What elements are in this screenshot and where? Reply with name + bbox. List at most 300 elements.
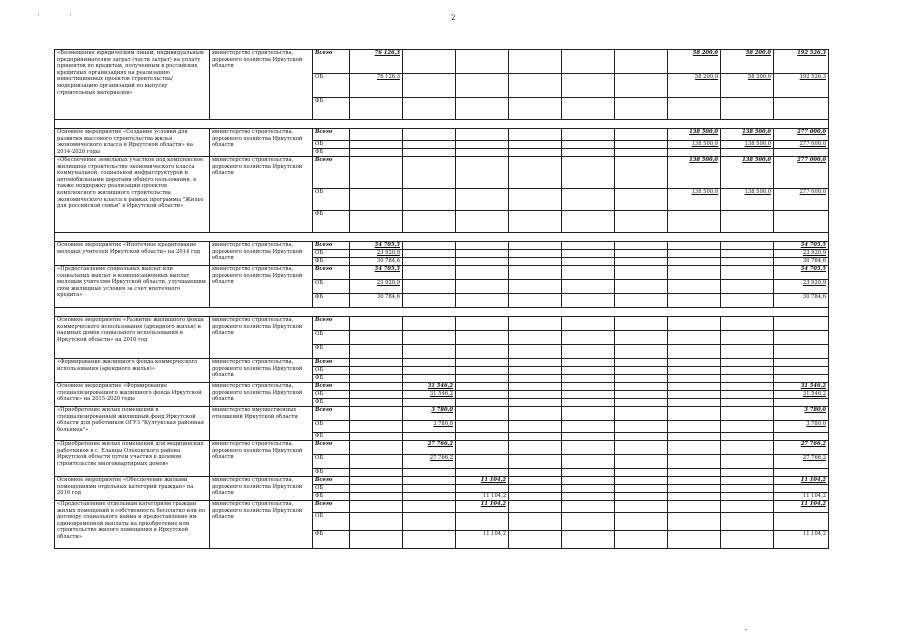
amount-cell bbox=[774, 469, 829, 477]
amount-cell bbox=[668, 399, 721, 407]
amount-cell bbox=[721, 441, 774, 455]
amount-cell bbox=[615, 157, 668, 189]
amount-cell bbox=[403, 399, 456, 407]
amount-cell bbox=[615, 250, 668, 258]
amount-cell bbox=[509, 50, 562, 74]
amount-cell bbox=[615, 485, 668, 493]
amount-cell bbox=[509, 331, 562, 345]
amount-cell: 277 000,0 bbox=[774, 157, 829, 189]
amount-cell: 27 766,2 bbox=[403, 441, 456, 455]
amount-cell bbox=[509, 258, 562, 266]
amount-cell bbox=[509, 493, 562, 501]
amount-cell bbox=[668, 266, 721, 280]
measure-name: «Формирование жилищного фонда коммерческого использования (арендного жилья)» bbox=[55, 359, 210, 383]
budget-table bbox=[54, 49, 829, 549]
funding-source-label: ФБ bbox=[313, 469, 350, 477]
amount-cell bbox=[403, 331, 456, 345]
amount-cell bbox=[403, 266, 456, 280]
amount-cell bbox=[668, 469, 721, 477]
amount-cell bbox=[615, 407, 668, 421]
amount-cell bbox=[509, 345, 562, 359]
amount-cell: 11 104,2 bbox=[456, 493, 509, 501]
amount-cell bbox=[509, 359, 562, 367]
amount-cell bbox=[615, 141, 668, 149]
amount-cell bbox=[509, 157, 562, 189]
amount-cell bbox=[509, 141, 562, 149]
amount-cell bbox=[403, 493, 456, 501]
amount-cell bbox=[615, 455, 668, 469]
amount-cell bbox=[350, 317, 403, 331]
amount-cell bbox=[721, 399, 774, 407]
amount-cell bbox=[562, 383, 615, 391]
amount-cell bbox=[350, 189, 403, 211]
amount-cell bbox=[668, 98, 721, 120]
amount-cell bbox=[509, 531, 562, 549]
amount-cell bbox=[456, 345, 509, 359]
amount-cell bbox=[350, 375, 403, 383]
amount-cell: 277 000,0 bbox=[774, 129, 829, 141]
amount-cell bbox=[456, 399, 509, 407]
amount-cell bbox=[456, 157, 509, 189]
amount-cell bbox=[668, 359, 721, 367]
table-row bbox=[55, 129, 829, 141]
amount-cell bbox=[668, 294, 721, 308]
amount-cell bbox=[350, 367, 403, 375]
funding-source-label: ФБ bbox=[313, 211, 350, 233]
amount-cell bbox=[615, 469, 668, 477]
amount-cell bbox=[721, 383, 774, 391]
amount-cell bbox=[774, 331, 829, 345]
amount-cell bbox=[668, 345, 721, 359]
amount-cell bbox=[456, 391, 509, 399]
funding-source-label: ФБ bbox=[313, 493, 350, 501]
amount-cell bbox=[456, 211, 509, 233]
table-row bbox=[55, 407, 829, 421]
amount-cell bbox=[615, 331, 668, 345]
amount-cell bbox=[721, 407, 774, 421]
amount-cell: 3 780,0 bbox=[774, 421, 829, 433]
amount-cell bbox=[721, 513, 774, 531]
amount-cell bbox=[774, 367, 829, 375]
amount-cell bbox=[615, 433, 668, 441]
amount-cell bbox=[721, 331, 774, 345]
amount-cell bbox=[615, 421, 668, 433]
funding-source-label: Всего bbox=[313, 317, 350, 331]
funding-source-label: ОБ bbox=[313, 513, 350, 531]
amount-cell bbox=[509, 399, 562, 407]
amount-cell: 31 546,2 bbox=[774, 383, 829, 391]
table-row bbox=[55, 501, 829, 513]
amount-cell bbox=[456, 367, 509, 375]
amount-cell: 3 780,0 bbox=[403, 421, 456, 433]
amount-cell bbox=[509, 266, 562, 280]
amount-cell bbox=[509, 383, 562, 391]
amount-cell bbox=[562, 280, 615, 294]
amount-cell bbox=[456, 266, 509, 280]
amount-cell bbox=[509, 375, 562, 383]
amount-cell: 54 705,5 bbox=[774, 242, 829, 250]
amount-cell bbox=[668, 280, 721, 294]
amount-cell: 138 500,0 bbox=[668, 141, 721, 149]
responsible-org: министерство строительства, дорожного хозяйства Иркутской области bbox=[210, 157, 313, 233]
amount-cell bbox=[350, 421, 403, 433]
amount-cell bbox=[668, 455, 721, 469]
amount-cell: 138 500,0 bbox=[721, 129, 774, 141]
amount-cell bbox=[350, 531, 403, 549]
amount-cell bbox=[615, 367, 668, 375]
funding-source-label: ФБ bbox=[313, 375, 350, 383]
amount-cell: 54 705,5 bbox=[774, 266, 829, 280]
amount-cell: 58 200,0 bbox=[721, 74, 774, 98]
amount-cell bbox=[562, 367, 615, 375]
spacer-cell bbox=[55, 308, 829, 317]
funding-source-label: ОБ bbox=[313, 391, 350, 399]
funding-source-label: ФБ bbox=[313, 258, 350, 266]
amount-cell bbox=[562, 294, 615, 308]
amount-cell bbox=[562, 258, 615, 266]
amount-cell bbox=[615, 317, 668, 331]
funding-source-label: ОБ bbox=[313, 250, 350, 258]
amount-cell bbox=[509, 211, 562, 233]
funding-source-label: ФБ bbox=[313, 149, 350, 157]
amount-cell bbox=[615, 391, 668, 399]
amount-cell: 27 766,2 bbox=[403, 455, 456, 469]
amount-cell bbox=[403, 345, 456, 359]
amount-cell bbox=[774, 399, 829, 407]
amount-cell: 138 500,0 bbox=[721, 189, 774, 211]
amount-cell bbox=[350, 211, 403, 233]
amount-cell bbox=[668, 375, 721, 383]
measure-name: Основное мероприятие «Развитие жилищного фонда коммерческого использования (арендного жилья) и наемных домов социального использования в Иркутской области» на 2016 год bbox=[55, 317, 210, 359]
amount-cell bbox=[668, 433, 721, 441]
amount-cell bbox=[456, 331, 509, 345]
amount-cell bbox=[615, 242, 668, 250]
amount-cell bbox=[615, 383, 668, 391]
funding-source-label: ОБ bbox=[313, 331, 350, 345]
amount-cell bbox=[350, 441, 403, 455]
scan-mark: ' bbox=[38, 14, 40, 21]
amount-cell bbox=[509, 74, 562, 98]
amount-cell bbox=[562, 266, 615, 280]
amount-cell bbox=[721, 375, 774, 383]
funding-source-label: ОБ bbox=[313, 485, 350, 493]
amount-cell bbox=[562, 189, 615, 211]
funding-source-label: ФБ bbox=[313, 294, 350, 308]
amount-cell: 76 126,3 bbox=[350, 50, 403, 74]
amount-cell bbox=[562, 485, 615, 493]
amount-cell bbox=[562, 477, 615, 485]
amount-cell bbox=[774, 98, 829, 120]
amount-cell bbox=[615, 294, 668, 308]
measure-name: «Обеспечение земельных участков под комплексное жилищное строительство экономического класса коммунальной, социальной инфраструктурой и автомобильными дорогами общего пользования, в также поддержку реализации проектов комплексного жилищного строительства экономического класса в рамках программы "Жилье для российской семьи" в Иркутской области» bbox=[55, 157, 210, 233]
amount-cell bbox=[721, 258, 774, 266]
amount-cell bbox=[615, 501, 668, 513]
funding-source-label: Всего bbox=[313, 383, 350, 391]
measure-name: «Приобретение жилых помещений для медицинских работников в с. Еланцы Ольхонского района Иркутской области путем участия в долевом строительстве многоквартирных домов» bbox=[55, 441, 210, 477]
amount-cell: 11 104,2 bbox=[774, 501, 829, 513]
amount-cell bbox=[562, 433, 615, 441]
amount-cell: 138 500,0 bbox=[721, 157, 774, 189]
table-row bbox=[55, 266, 829, 280]
amount-cell bbox=[509, 98, 562, 120]
amount-cell bbox=[668, 331, 721, 345]
amount-cell bbox=[615, 149, 668, 157]
amount-cell bbox=[721, 266, 774, 280]
amount-cell bbox=[509, 294, 562, 308]
amount-cell bbox=[403, 189, 456, 211]
amount-cell bbox=[615, 74, 668, 98]
amount-cell bbox=[721, 250, 774, 258]
funding-source-label: Всего bbox=[313, 129, 350, 141]
amount-cell bbox=[509, 433, 562, 441]
page-number: 2 bbox=[451, 14, 456, 22]
amount-cell bbox=[509, 421, 562, 433]
amount-cell bbox=[403, 250, 456, 258]
amount-cell bbox=[456, 441, 509, 455]
funding-source-label: Всего bbox=[313, 407, 350, 421]
amount-cell bbox=[509, 407, 562, 421]
amount-cell bbox=[668, 407, 721, 421]
amount-cell bbox=[774, 359, 829, 367]
amount-cell bbox=[562, 455, 615, 469]
row-spacer bbox=[55, 233, 829, 242]
amount-cell bbox=[350, 469, 403, 477]
amount-cell bbox=[615, 189, 668, 211]
funding-source-label: Всего bbox=[313, 359, 350, 367]
funding-source-label: ФБ bbox=[313, 399, 350, 407]
amount-cell bbox=[668, 383, 721, 391]
amount-cell: 11 104,2 bbox=[774, 493, 829, 501]
amount-cell: 3 780,0 bbox=[774, 407, 829, 421]
amount-cell bbox=[456, 317, 509, 331]
amount-cell: 192 526,3 bbox=[774, 50, 829, 74]
amount-cell: 138 500,0 bbox=[668, 189, 721, 211]
amount-cell bbox=[350, 399, 403, 407]
amount-cell bbox=[721, 294, 774, 308]
amount-cell bbox=[774, 513, 829, 531]
amount-cell bbox=[615, 359, 668, 367]
amount-cell bbox=[509, 441, 562, 455]
amount-cell: 11 104,2 bbox=[456, 531, 509, 549]
amount-cell bbox=[456, 375, 509, 383]
amount-cell bbox=[721, 501, 774, 513]
amount-cell bbox=[562, 375, 615, 383]
amount-cell bbox=[562, 317, 615, 331]
measure-name: «Предоставление социальных выплат или социальных выплат и компенсационных выплат молодым учителям Иркутской области, улучшающим свои жилищные условия за счет ипотечного кредита» bbox=[55, 266, 210, 308]
amount-cell bbox=[721, 455, 774, 469]
amount-cell bbox=[456, 455, 509, 469]
amount-cell bbox=[456, 250, 509, 258]
funding-source-label: ОБ bbox=[313, 280, 350, 294]
amount-cell: 277 000,0 bbox=[774, 141, 829, 149]
amount-cell bbox=[403, 258, 456, 266]
amount-cell bbox=[615, 50, 668, 74]
amount-cell bbox=[456, 149, 509, 157]
amount-cell bbox=[456, 433, 509, 441]
amount-cell bbox=[615, 345, 668, 359]
amount-cell: 11 104,2 bbox=[456, 477, 509, 485]
amount-cell: 138 500,0 bbox=[668, 129, 721, 141]
amount-cell bbox=[774, 485, 829, 493]
amount-cell bbox=[668, 513, 721, 531]
amount-cell: 11 104,2 bbox=[774, 477, 829, 485]
amount-cell bbox=[456, 359, 509, 367]
funding-source-label: Всего bbox=[313, 441, 350, 455]
amount-cell bbox=[350, 407, 403, 421]
amount-cell bbox=[403, 280, 456, 294]
amount-cell bbox=[668, 485, 721, 493]
amount-cell bbox=[350, 331, 403, 345]
amount-cell bbox=[615, 441, 668, 455]
amount-cell: 23 920,9 bbox=[774, 280, 829, 294]
amount-cell: 31 546,2 bbox=[403, 391, 456, 399]
scan-mark: ' bbox=[70, 14, 72, 21]
amount-cell bbox=[509, 469, 562, 477]
measure-name: Основное мероприятие «Ипотечное кредитование молодых учителей Иркутской области» на 2014 год bbox=[55, 242, 210, 266]
amount-cell bbox=[562, 531, 615, 549]
amount-cell bbox=[456, 485, 509, 493]
amount-cell bbox=[456, 383, 509, 391]
amount-cell bbox=[562, 129, 615, 141]
amount-cell bbox=[456, 50, 509, 74]
amount-cell bbox=[456, 407, 509, 421]
amount-cell bbox=[456, 469, 509, 477]
amount-cell bbox=[403, 141, 456, 149]
amount-cell bbox=[774, 211, 829, 233]
amount-cell bbox=[403, 469, 456, 477]
amount-cell bbox=[562, 513, 615, 531]
amount-cell bbox=[562, 242, 615, 250]
amount-cell bbox=[509, 189, 562, 211]
amount-cell bbox=[562, 157, 615, 189]
amount-cell bbox=[668, 477, 721, 485]
amount-cell bbox=[509, 149, 562, 157]
table-row bbox=[55, 50, 829, 74]
amount-cell bbox=[562, 391, 615, 399]
amount-cell: 30 784,6 bbox=[774, 258, 829, 266]
amount-cell bbox=[509, 242, 562, 250]
amount-cell bbox=[615, 477, 668, 485]
amount-cell bbox=[350, 149, 403, 157]
amount-cell bbox=[615, 129, 668, 141]
amount-cell bbox=[615, 280, 668, 294]
amount-cell bbox=[509, 367, 562, 375]
responsible-org: министерство строительства, дорожного хозяйства Иркутской области bbox=[210, 441, 313, 477]
amount-cell bbox=[615, 98, 668, 120]
responsible-org: министерство строительства, дорожного хозяйства Иркутской области bbox=[210, 477, 313, 501]
amount-cell bbox=[721, 477, 774, 485]
amount-cell bbox=[403, 211, 456, 233]
amount-cell bbox=[403, 50, 456, 74]
amount-cell bbox=[456, 141, 509, 149]
amount-cell: 30 784,6 bbox=[774, 294, 829, 308]
amount-cell bbox=[509, 250, 562, 258]
amount-cell bbox=[350, 501, 403, 513]
amount-cell bbox=[668, 531, 721, 549]
amount-cell: 58 200,0 bbox=[668, 74, 721, 98]
amount-cell bbox=[562, 399, 615, 407]
amount-cell bbox=[403, 129, 456, 141]
amount-cell bbox=[615, 513, 668, 531]
amount-cell bbox=[403, 501, 456, 513]
responsible-org: министерство строительства, дорожного хозяйства Иркутской области bbox=[210, 501, 313, 549]
amount-cell bbox=[403, 359, 456, 367]
amount-cell: 30 784,6 bbox=[350, 258, 403, 266]
amount-cell bbox=[562, 141, 615, 149]
funding-source-label: Всего bbox=[313, 157, 350, 189]
spacer-cell bbox=[55, 233, 829, 242]
amount-cell bbox=[509, 129, 562, 141]
amount-cell bbox=[721, 485, 774, 493]
measure-name: «Возмещение юридическим лицам, индивидуальным предпринимателям затрат (части затрат) на уплату процентов по кредитам, полученным в российских кредитных организациях на реализацию инвестиционных проектов строительства/модернизацию организаций по выпуску строительных материалов» bbox=[55, 50, 210, 120]
amount-cell bbox=[350, 141, 403, 149]
amount-cell: 3 780,0 bbox=[403, 407, 456, 421]
funding-source-label: Всего bbox=[313, 266, 350, 280]
amount-cell bbox=[721, 98, 774, 120]
amount-cell bbox=[721, 280, 774, 294]
amount-cell bbox=[668, 317, 721, 331]
amount-cell bbox=[615, 258, 668, 266]
amount-cell bbox=[350, 493, 403, 501]
amount-cell bbox=[721, 493, 774, 501]
amount-cell bbox=[562, 211, 615, 233]
amount-cell bbox=[350, 359, 403, 367]
amount-cell bbox=[350, 98, 403, 120]
amount-cell bbox=[509, 513, 562, 531]
amount-cell bbox=[403, 433, 456, 441]
amount-cell bbox=[403, 375, 456, 383]
amount-cell bbox=[350, 513, 403, 531]
funding-source-label: ОБ bbox=[313, 189, 350, 211]
funding-source-label: ФБ bbox=[313, 531, 350, 549]
measure-name: Основное мероприятие «Обеспечение жилыми помещениями отдельных категорий граждан» на 2016 год bbox=[55, 477, 210, 501]
amount-cell bbox=[562, 469, 615, 477]
measure-name: «Предоставление отдельным категориям граждан жилых помещений в собственность бесплатно или по договору социального найма и предоставление им единовременной выплаты на приобретение или строительство жилого помещения в Иркутской области» bbox=[55, 501, 210, 549]
table-row bbox=[55, 242, 829, 250]
amount-cell bbox=[350, 455, 403, 469]
amount-cell bbox=[668, 258, 721, 266]
row-spacer bbox=[55, 308, 829, 317]
amount-cell bbox=[562, 50, 615, 74]
amount-cell bbox=[350, 391, 403, 399]
funding-source-label: Всего bbox=[313, 50, 350, 74]
amount-cell: 76 126,3 bbox=[350, 74, 403, 98]
funding-source-label: ОБ bbox=[313, 74, 350, 98]
amount-cell bbox=[721, 531, 774, 549]
amount-cell bbox=[562, 98, 615, 120]
amount-cell bbox=[615, 375, 668, 383]
amount-cell bbox=[721, 345, 774, 359]
amount-cell bbox=[615, 531, 668, 549]
amount-cell bbox=[774, 375, 829, 383]
amount-cell: 23 920,9 bbox=[350, 250, 403, 258]
table-row bbox=[55, 441, 829, 455]
measure-name: «Приобретение жилых помещений в специализированный жилищный фонд Иркутской области для работников ОГУЗ "Култукская районная больница"» bbox=[55, 407, 210, 441]
amount-cell bbox=[509, 280, 562, 294]
amount-cell bbox=[721, 433, 774, 441]
table-row bbox=[55, 477, 829, 485]
amount-cell bbox=[456, 74, 509, 98]
measure-name: Основное мероприятие «Создание условий для развития массового строительства жилья экономического класса в Иркутской области» на 2014-2020 годы bbox=[55, 129, 210, 157]
amount-cell bbox=[509, 317, 562, 331]
amount-cell bbox=[350, 485, 403, 493]
amount-cell: 30 784,6 bbox=[350, 294, 403, 308]
amount-cell: 138 500,0 bbox=[721, 141, 774, 149]
amount-cell bbox=[403, 294, 456, 308]
amount-cell bbox=[562, 359, 615, 367]
amount-cell bbox=[562, 250, 615, 258]
amount-cell: 192 526,3 bbox=[774, 74, 829, 98]
